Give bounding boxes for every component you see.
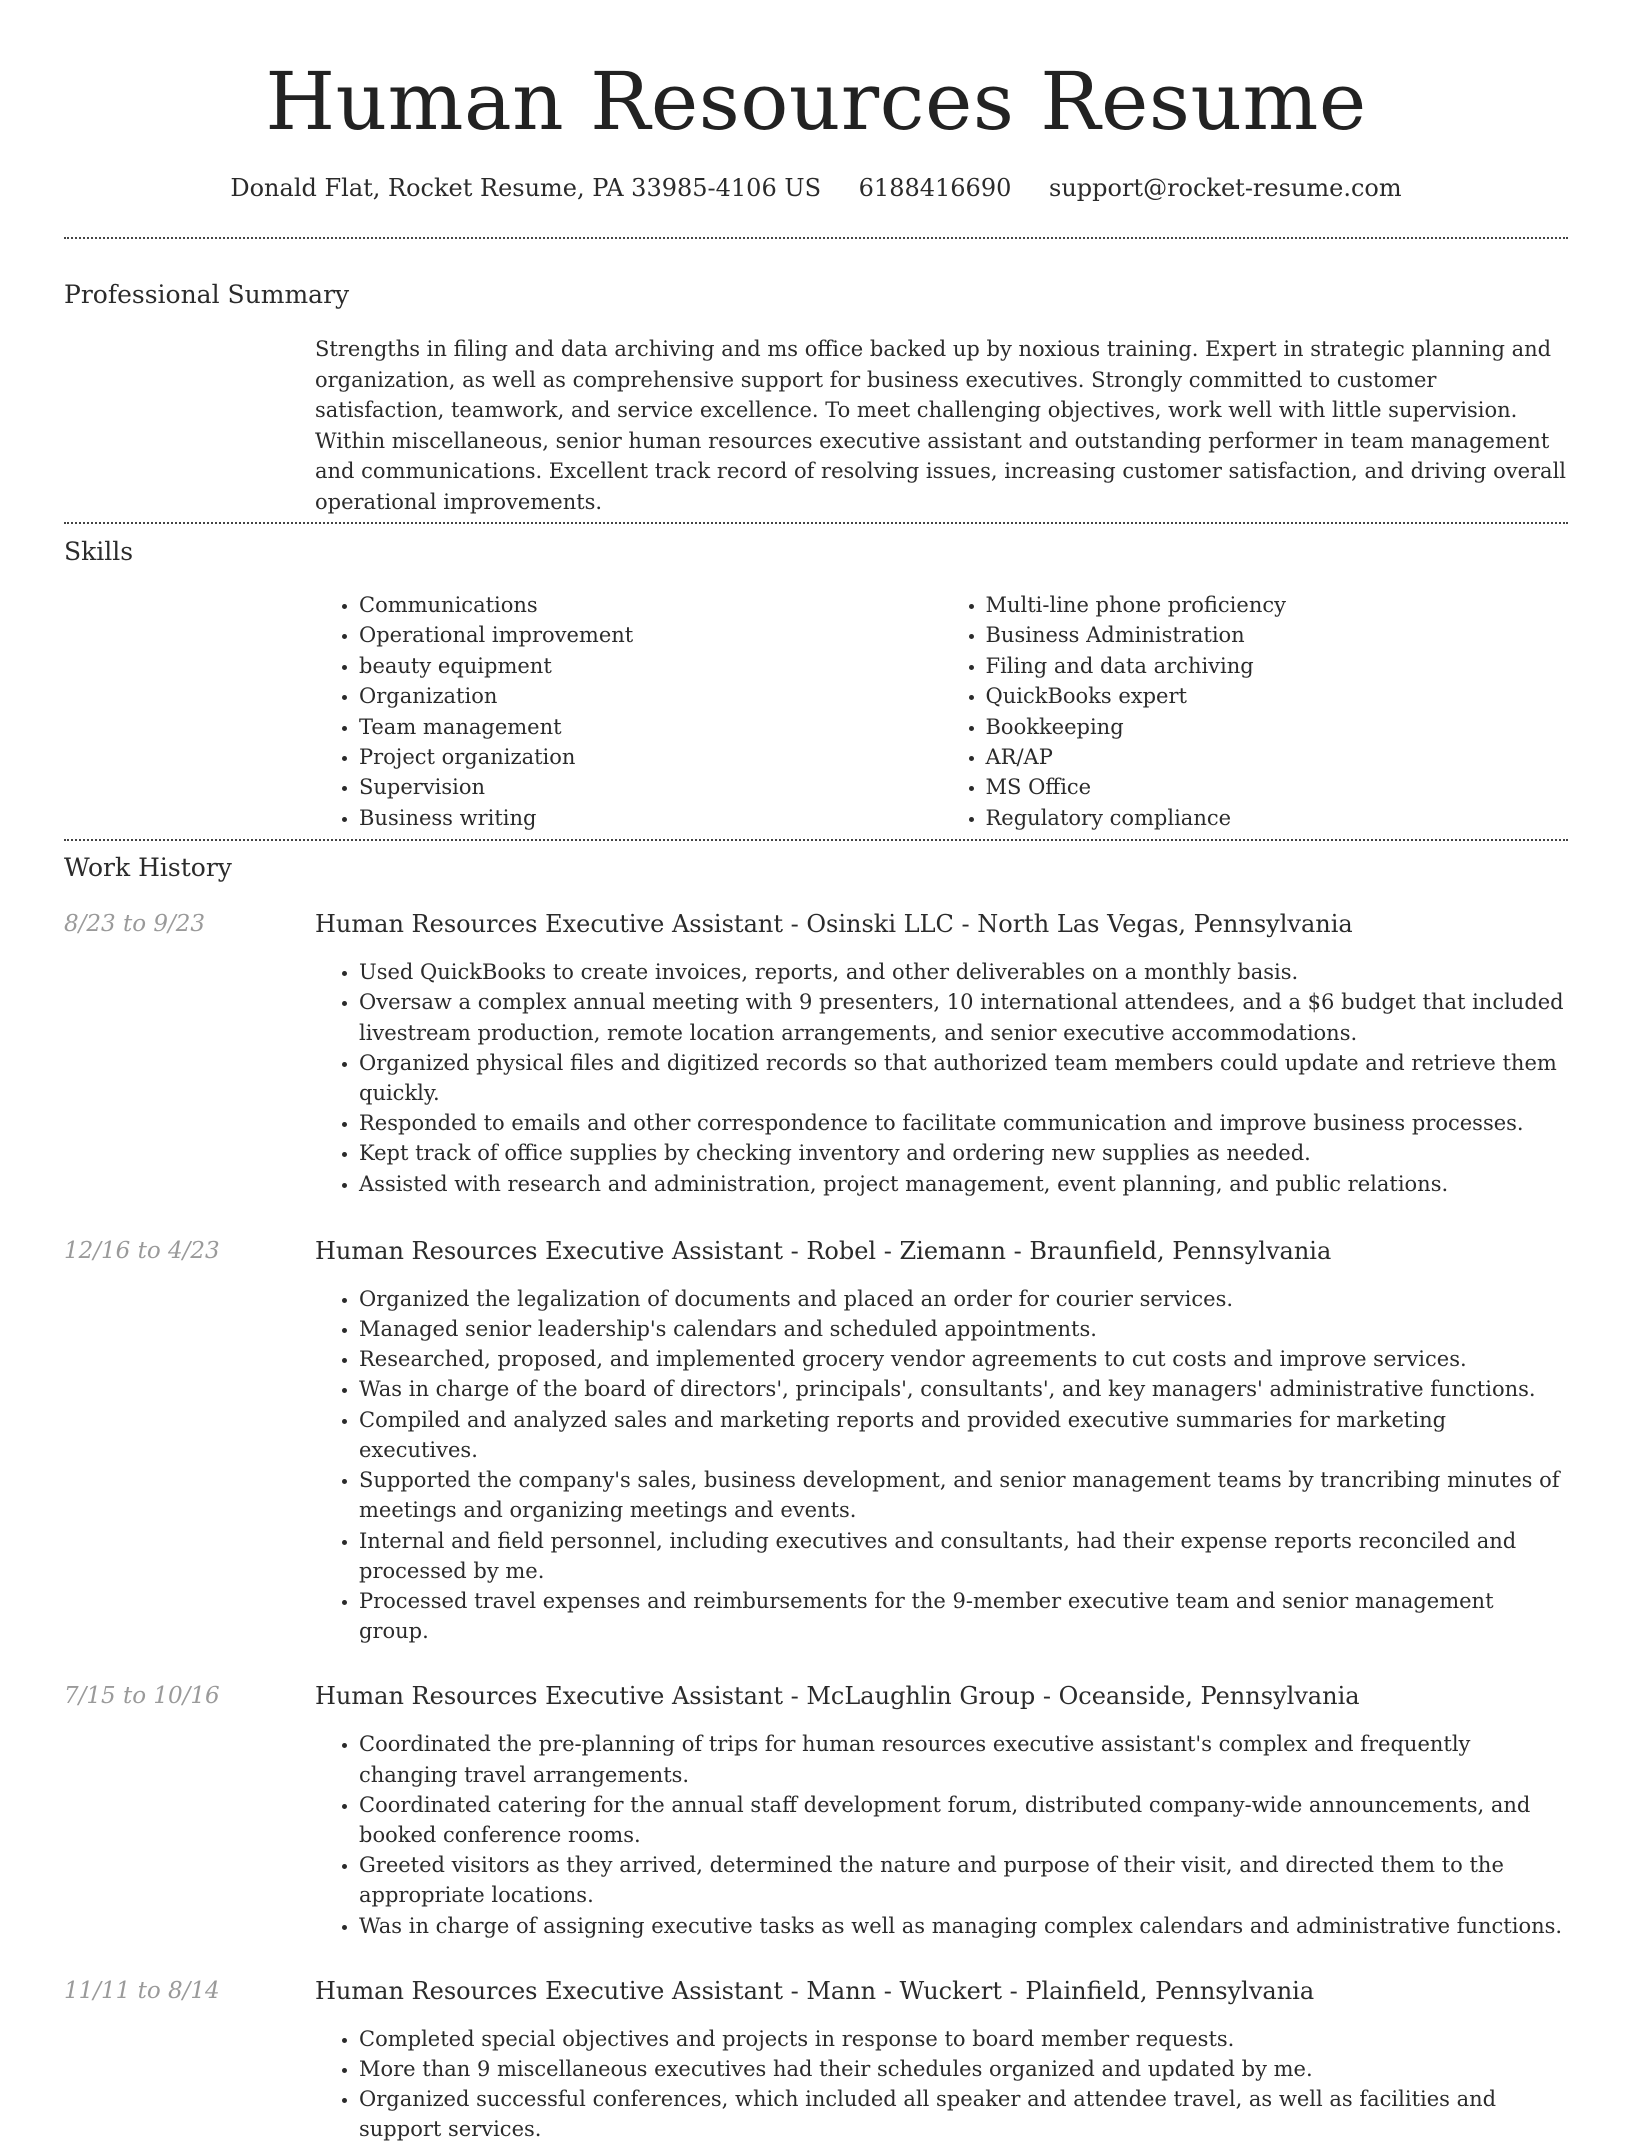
skill-item: • Team management (359, 712, 942, 742)
job-entry (64, 1235, 1568, 1646)
job-entry (64, 908, 1568, 1199)
skill-item: • Project organization (359, 742, 942, 772)
job-bullet: • Internal and field personnel, including executives and consultants, had their expense reports reconciled and processed by me. (359, 1526, 1568, 1586)
job-bullet: • Organized physical files and digitized records so that authorized team members could update and retrieve them quickly. (359, 1048, 1568, 1108)
job-bullet: • Greeted visitors as they arrived, determined the nature and purpose of their visit, and directed them to the appropriate locations. (359, 1850, 1568, 1910)
skill-item: • MS Office (986, 772, 1569, 802)
job-bullet: • More than 9 miscellaneous executives had their schedules organized and updated by me. (359, 2054, 1568, 2084)
job-bullet: • Was in charge of the board of directors', principals', consultants', and key managers' administrative functions. (359, 1374, 1568, 1404)
skills-column-right (942, 590, 1569, 833)
contact-phone: 6188416690 (858, 174, 1012, 202)
job-bullet: • Kept track of office supplies by checking inventory and ordering new supplies as needed. (359, 1138, 1568, 1168)
header-divider (64, 237, 1568, 239)
skills-column-left (315, 590, 942, 833)
skill-item: • Regulatory compliance (986, 803, 1569, 833)
job-bullet: • Used QuickBooks to create invoices, reports, and other deliverables on a monthly basis. (359, 957, 1568, 987)
skills-divider (64, 839, 1568, 841)
skill-item: • Organization (359, 681, 942, 711)
skill-item: • Operational improvement (359, 620, 942, 650)
job-bullets (315, 1284, 1568, 1646)
job-body (315, 908, 1568, 1199)
job-bullet: • Coordinated the pre-planning of trips for human resources executive assistant's complex and frequently changing travel arrangements. (359, 1729, 1568, 1789)
job-title: Human Resources Executive Assistant - McLaughlin Group - Oceanside, Pennsylvania (315, 1682, 1360, 1711)
job-bullet: • Processed travel expenses and reimbursements for the 9-member executive team and senior management group. (359, 1586, 1568, 1646)
contact-email: support@rocket-resume.com (1049, 174, 1402, 202)
skill-item: • Multi-line phone proficiency (986, 590, 1569, 620)
job-bullet: • Completed special objectives and projects in response to board member requests. (359, 2024, 1568, 2054)
job-bullet: • Oversaw a complex annual meeting with 9 presenters, 10 international attendees, and a $6 budget that included livestream production, remote location arrangements, and senior executive accommodations. (359, 987, 1568, 1047)
skill-item: • Communications (359, 590, 942, 620)
skill-item: • Filing and data archiving (986, 651, 1569, 681)
job-body (315, 1235, 1568, 1646)
skill-item: • Bookkeeping (986, 712, 1569, 742)
job-bullet: • Compiled and analyzed sales and marketing reports and provided executive summaries for marketing executives. (359, 1405, 1568, 1465)
contact-address: Donald Flat, Rocket Resume, PA 33985-4106 US (230, 174, 822, 202)
job-bullet: • Assisted with research and administration, project management, event planning, and public relations. (359, 1169, 1568, 1199)
skill-item: • QuickBooks expert (986, 681, 1569, 711)
job-dates: 8/23 to 9/23 (64, 911, 206, 938)
job-bullet: • Organized the legalization of documents and placed an order for courier services. (359, 1284, 1568, 1314)
job-dates: 7/15 to 10/16 (64, 1683, 220, 1710)
job-bullet: • Supported the company's sales, business development, and senior management teams by trancribing minutes of meetings and organizing meetings and events. (359, 1465, 1568, 1525)
skill-item: • Supervision (359, 772, 942, 802)
job-title: Human Resources Executive Assistant - Mann - Wuckert - Plainfield, Pennsylvania (315, 1976, 1315, 2005)
resume-page (64, 0, 1568, 2145)
summary-text: Strengths in filing and data archiving and ms office backed up by noxious training. Expert in strategic planning and organization, as well as comprehensive support for business executives. Strongly committed to customer satisfaction, teamwork, and service excellence. To meet challenging objectives, work well with little supervision. Within miscellaneous, senior human resources executive assistant and outstanding performer in team management and communications. Excellent track record of resolving issues, increasing customer satisfaction, and driving overall operational improvements. (315, 337, 1566, 514)
skills-list (315, 590, 1568, 833)
job-bullet: • Organized successful conferences, which included all speaker and attendee travel, as well as facilities and support services. (359, 2084, 1568, 2144)
skill-item: • Business Administration (986, 620, 1569, 650)
resume-title: Human Resources Resume (265, 55, 1367, 148)
job-dates: 12/16 to 4/23 (64, 1237, 220, 1264)
job-bullet: • Coordinated catering for the annual staff development forum, distributed company-wide announcements, and booked conference rooms. (359, 1790, 1568, 1850)
job-bullet: • Responded to emails and other correspondence to facilitate communication and improve business processes. (359, 1108, 1568, 1138)
job-bullets (315, 957, 1568, 1199)
contact-line (64, 172, 1568, 204)
job-bullets (315, 2024, 1568, 2145)
job-bullet: • Was in charge of assigning executive tasks as well as managing complex calendars and administrative functions. (359, 1911, 1568, 1941)
job-entry (64, 1680, 1568, 1940)
skills-heading: Skills (64, 537, 134, 566)
job-entry (64, 1975, 1568, 2145)
job-title: Human Resources Executive Assistant - Robel - Ziemann - Braunfield, Pennsylvania (315, 1236, 1332, 1265)
job-title: Human Resources Executive Assistant - Osinski LLC - North Las Vegas, Pennsylvania (315, 910, 1353, 939)
skill-item: • AR/AP (986, 742, 1569, 772)
job-body (315, 1975, 1568, 2145)
work-history-heading: Work History (64, 853, 232, 883)
summary-heading: Professional Summary (64, 280, 350, 309)
job-bullet: • Researched, proposed, and implemented grocery vendor agreements to cut costs and improve services. (359, 1344, 1568, 1374)
job-bullet: • Managed senior leadership's calendars and scheduled appointments. (359, 1314, 1568, 1344)
job-dates: 11/11 to 8/14 (64, 1977, 220, 2004)
skill-item: • Business writing (359, 803, 942, 833)
skill-item: • beauty equipment (359, 651, 942, 681)
summary-divider (64, 522, 1568, 524)
job-bullets (315, 1729, 1568, 1940)
job-body (315, 1680, 1568, 1940)
